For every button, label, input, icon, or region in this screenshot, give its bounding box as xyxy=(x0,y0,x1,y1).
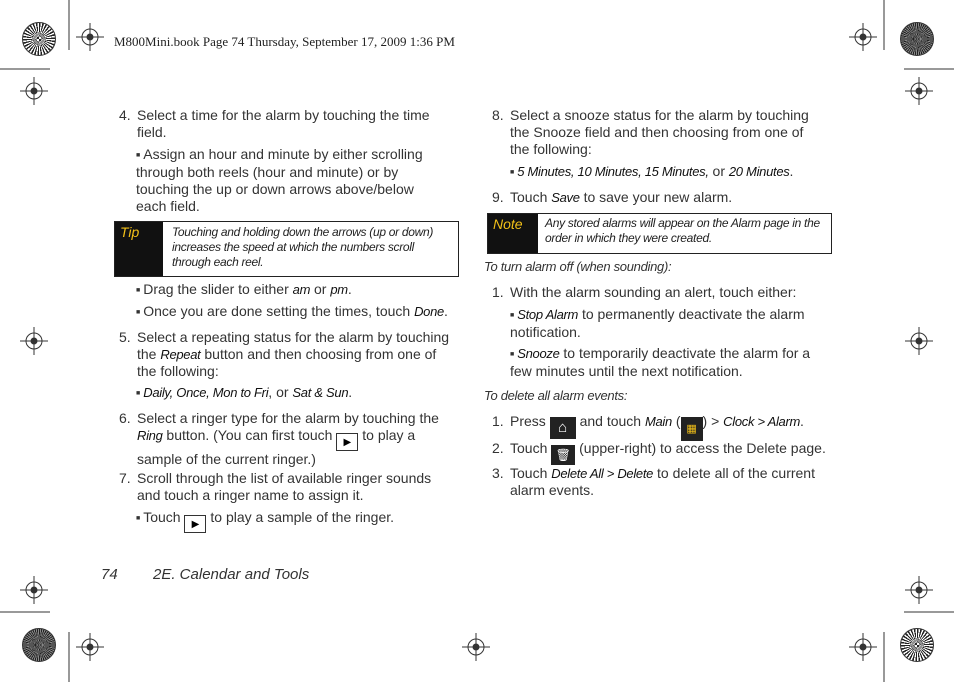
book-header: M800Mini.book Page 74 Thursday, September 17, 2009 1:36 PM xyxy=(114,34,455,49)
note-box xyxy=(487,213,832,254)
step-4: 4. Select a time for the alarm by touching the time field. xyxy=(119,107,430,140)
step-alarm-1: 1. With the alarm sounding an alert, touch either: xyxy=(492,284,797,300)
bullet-snooze-options: ■ 5 Minutes, 10 Minutes, 15 Minutes, or 20 Minutes. xyxy=(510,163,794,179)
bullet-stop-alarm: ■ Stop Alarm to permanently deactivate the alarm notification. xyxy=(510,306,805,340)
step-5: 5. Select a repeating status for the alarm by touching the Repeat button and then choosing from one of the following: xyxy=(119,329,450,379)
note-label: Note xyxy=(488,214,538,253)
tip-label: Tip xyxy=(115,222,163,276)
tip-box xyxy=(114,221,459,277)
tip-text: Touching and holding down the arrows (up or down) increases the speed at which the numbers scroll through each reel. xyxy=(172,225,434,269)
delete-icon: 🗑 xyxy=(551,445,575,465)
heading-turn-off: To turn alarm off (when sounding): xyxy=(484,259,672,274)
step-delete-1: 1. Press ⌂ and touch Main ( ▦ ) > Clock > Alarm. xyxy=(492,413,842,441)
section-title: 2E. Calendar and Tools xyxy=(153,566,310,583)
step-8: 8. Select a snooze status for the alarm by touching the Snooze field and then choosing from one of the following: xyxy=(492,107,809,157)
step-delete-2: 2. Touch 🗑 (upper-right) to access the Delete page. xyxy=(492,440,842,465)
bullet-drag-slider: ■ Drag the slider to either am or pm. xyxy=(136,281,352,297)
step-9: 9. Touch Save to save your new alarm. xyxy=(492,189,733,205)
bullet-repeat-options: ■ Daily, Once, Mon to Fri, or Sat & Sun. xyxy=(136,384,353,400)
step-7: 7. Scroll through the list of available ringer sounds and touch a ringer name to assign it. xyxy=(119,470,432,503)
main-menu-icon: ▦ xyxy=(681,417,703,441)
play-icon: ▶ xyxy=(336,433,358,451)
step-delete-3: 3. Touch Delete All > Delete to delete all of the current alarm events. xyxy=(492,465,815,498)
heading-delete: To delete all alarm events: xyxy=(484,388,628,403)
bullet-touch-play: ■ Touch ▶ to play a sample of the ringer. xyxy=(136,509,456,533)
bullet-done: ■ Once you are done setting the times, touch Done. xyxy=(136,303,448,319)
note-text: Any stored alarms will appear on the Alarm page in the order in which they were created. xyxy=(545,216,820,245)
bullet-snooze: ■ Snooze to temporarily deactivate the alarm for a few minutes until the next notification. xyxy=(510,345,811,379)
bullet-assign-time: ■ Assign an hour and minute by either scrolling through both reels (hour and minute) or by touching the up or down arrows above/below each field. xyxy=(136,146,423,214)
play-icon: ▶ xyxy=(184,515,206,533)
step-6: 6. Select a ringer type for the alarm by touching the Ring button. (You can first touch ▶ to play a sample of the current ringer.) xyxy=(119,410,439,467)
home-icon: ⌂ xyxy=(550,417,576,439)
page-number: 74 xyxy=(101,566,118,583)
